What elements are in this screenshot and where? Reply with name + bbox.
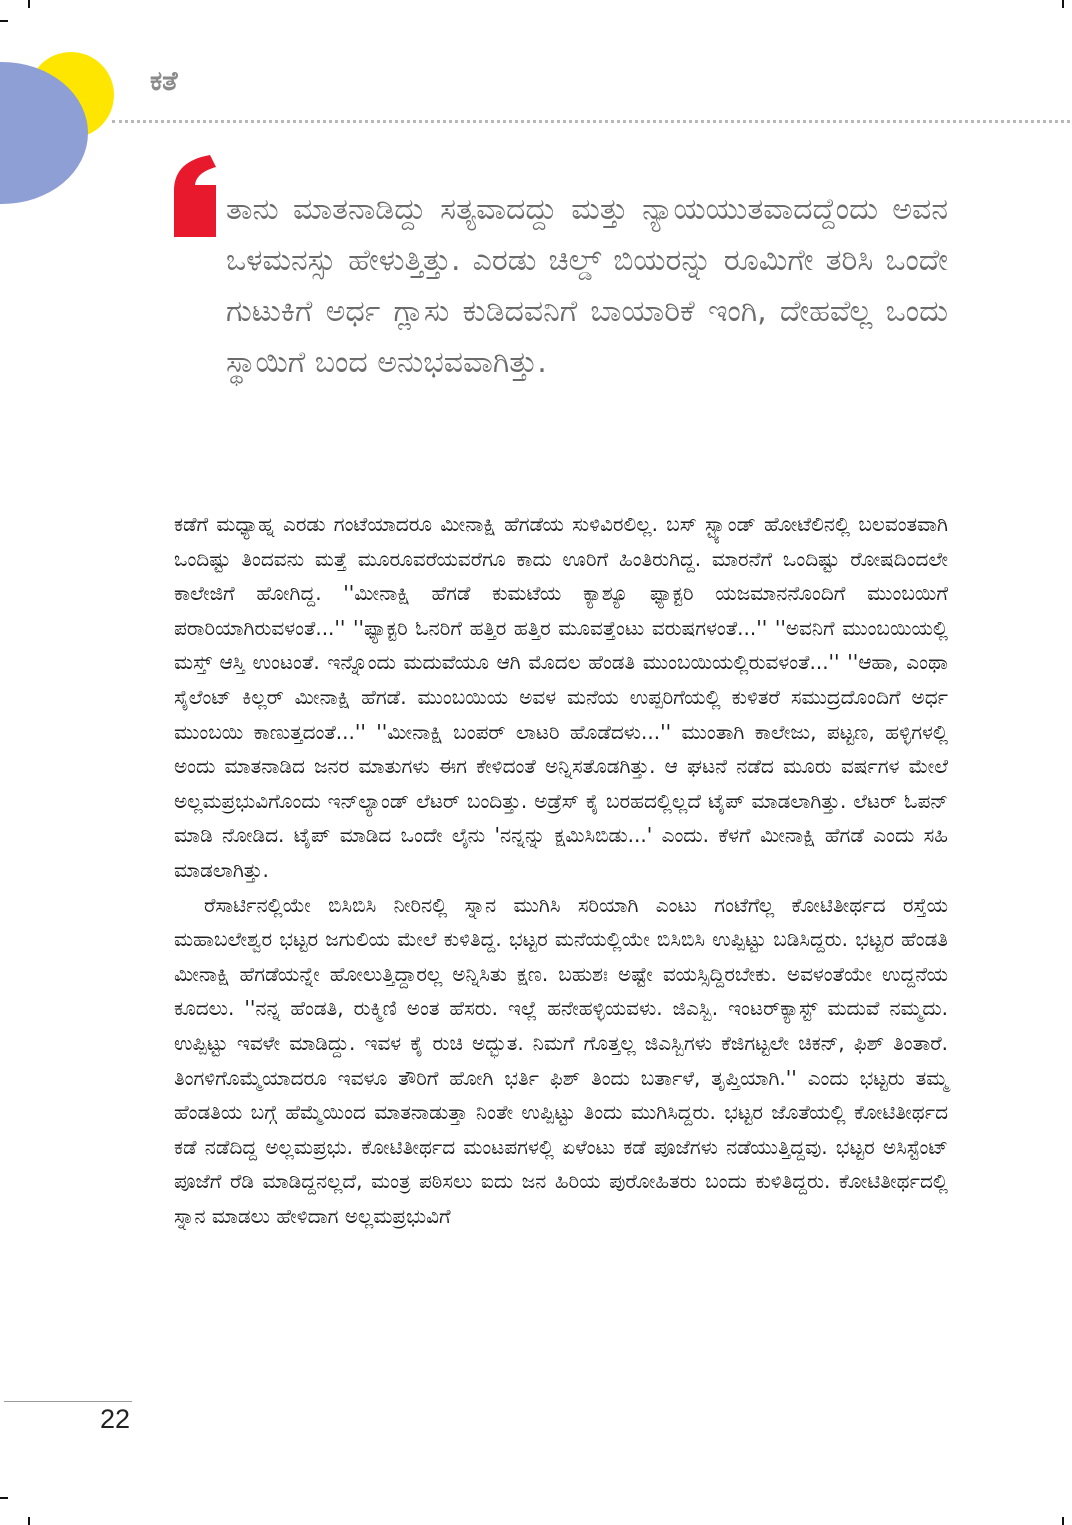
pull-quote: ತಾನು ಮಾತನಾಡಿದ್ದು ಸತ್ಯವಾದದ್ದು ಮತ್ತು ನ್ಯಾಯಯುತವಾದದ್ದೆಂದು ಅವನ ಒಳಮನಸ್ಸು ಹೇಳುತ್ತಿತ್ತು. ಎರಡು ಚಿಲ್ಡ್ ಬಿಯರನ್ನು ರೂಮಿಗೇ ತರಿಸಿ ಒಂದೇ ಗುಟುಕಿಗೆ ಅರ್ಧ ಗ್ಲಾಸು ಕುಡಿದವನಿಗೆ ಬಾಯಾರಿಕೆ ಇಂಗಿ, ದೇಹವೆಲ್ಲ ಒಂದು ಸ್ಥಾಯಿಗೆ ಬಂದ ಅನುಭವವಾಗಿತ್ತು. bbox=[226, 192, 948, 380]
story-body bbox=[174, 507, 948, 1233]
crop-mark-bottom-left bbox=[28, 1517, 30, 1525]
body-paragraph: ಕಡೆಗೆ ಮಧ್ಯಾಹ್ನ ಎರಡು ಗಂಟೆಯಾದರೂ ಮೀನಾಕ್ಷಿ ಹೆಗಡೆಯ ಸುಳಿವಿರಲಿಲ್ಲ. ಬಸ್ ಸ್ಟ್ಯಾಂಡ್ ಹೋಟೆಲಿನಲ್ಲಿ ಬಲವಂತವಾಗಿ ಒಂದಿಷ್ಟು ತಿಂದವನು ಮತ್ತೆ ಮೂರೂವರೆಯವರೆಗೂ ಕಾದು ಊರಿಗೆ ಹಿಂತಿರುಗಿದ್ದ. ಮಾರನೆಗೆ ಒಂದಿಷ್ಟು ರೋಷದಿಂದಲೇ ಕಾಲೇಜಿಗೆ ಹೋಗಿದ್ದ. ''ಮೀನಾಕ್ಷಿ ಹೆಗಡೆ ಕುಮಟೆಯ ಕ್ಯಾಶ್ಯೂ ಫ್ಯಾಕ್ಟರಿ ಯಜಮಾನನೊಂದಿಗೆ ಮುಂಬಯಿಗೆ ಪರಾರಿಯಾಗಿರುವಳಂತೆ...'' ''ಫ್ಯಾಕ್ಟರಿ ಓನರಿಗೆ ಹತ್ತಿರ ಹತ್ತಿರ ಮೂವತ್ತೆಂಟು ವರುಷಗಳಂತೆ...'' ''ಅವನಿಗೆ ಮುಂಬಯಿಯಲ್ಲಿ ಮಸ್ತ್ ಆಸ್ತಿ ಉಂಟಂತೆ. ಇನ್ನೊಂದು ಮದುವೆಯೂ ಆಗಿ ಮೊದಲ ಹೆಂಡತಿ ಮುಂಬಯಿಯಲ್ಲಿರುವಳಂತೆ...'' ''ಆಹಾ, ಎಂಥಾ ಸೈಲೆಂಟ್ ಕಿಲ್ಲರ್ ಮೀನಾಕ್ಷಿ ಹೆಗಡೆ. ಮುಂಬಯಿಯ ಅವಳ ಮನೆಯ ಉಪ್ಪರಿಗೆಯಲ್ಲಿ ಕುಳಿತರೆ ಸಮುದ್ರದೊಂದಿಗೆ ಅರ್ಧ ಮುಂಬಯಿ ಕಾಣುತ್ತದಂತೆ...'' ''ಮೀನಾಕ್ಷಿ ಬಂಪರ್ ಲಾಟರಿ ಹೊಡೆದಳು...'' ಮುಂತಾಗಿ ಕಾಲೇಜು, ಪಟ್ಟಣ, ಹಳ್ಳಿಗಳಲ್ಲಿ ಅಂದು ಮಾತನಾಡಿದ ಜನರ ಮಾತುಗಳು ಈಗ ಕೇಳಿದಂತೆ ಅನ್ನಿಸತೊಡಗಿತ್ತು. ಆ ಘಟನೆ ನಡೆದ ಮೂರು ವರ್ಷಗಳ ಮೇಲೆ ಅಲ್ಲಮಪ್ರಭುವಿಗೊಂದು ಇನ್‌ಲ್ಯಾಂಡ್ ಲೆಟರ್ ಬಂದಿತ್ತು. ಅಡ್ರೆಸ್ ಕೈ ಬರಹದಲ್ಲಿಲ್ಲದೆ ಟೈಪ್ ಮಾಡಲಾಗಿತ್ತು. ಲೆಟರ್ ಓಪನ್ ಮಾಡಿ ನೋಡಿದ. ಟೈಪ್ ಮಾಡಿದ ಒಂದೇ ಲೈನು 'ನನ್ನನ್ನು ಕ್ಷಮಿಸಿಬಿಡು...' ಎಂದು. ಕೆಳಗೆ ಮೀನಾಕ್ಷಿ ಹೆಗಡೆ ಎಂದು ಸಹಿ ಮಾಡಲಾಗಿತ್ತು. bbox=[174, 512, 948, 882]
crop-mark-top-left bbox=[28, 0, 30, 8]
opening-quote-icon bbox=[172, 155, 218, 237]
section-label: ಕತೆ bbox=[150, 66, 178, 97]
crop-mark-top-right bbox=[1062, 0, 1064, 8]
page-number: 22 bbox=[100, 1404, 131, 1434]
crop-mark-top-left-side bbox=[0, 20, 8, 22]
crop-mark-bottom-right bbox=[1062, 1517, 1064, 1525]
footer-rule bbox=[4, 1401, 132, 1402]
crop-mark-bottom-left-side bbox=[0, 1497, 8, 1499]
body-paragraph: ರೆಸಾರ್ಟಿನಲ್ಲಿಯೇ ಬಿಸಿಬಿಸಿ ನೀರಿನಲ್ಲಿ ಸ್ನಾನ ಮುಗಿಸಿ ಸರಿಯಾಗಿ ಎಂಟು ಗಂಟೆಗೆಲ್ಲ ಕೋಟಿತೀರ್ಥದ ರಸ್ತೆಯ ಮಹಾಬಲೇಶ್ವರ ಭಟ್ಟರ ಜಗುಲಿಯ ಮೇಲೆ ಕುಳಿತಿದ್ದ. ಭಟ್ಟರ ಮನೆಯಲ್ಲಿಯೇ ಬಿಸಿಬಿಸಿ ಉಪ್ಪಿಟ್ಟು ಬಡಿಸಿದ್ದರು. ಭಟ್ಟರ ಹೆಂಡತಿ ಮೀನಾಕ್ಷಿ ಹೆಗಡೆಯನ್ನೇ ಹೋಲುತ್ತಿದ್ದಾರಲ್ಲ ಅನ್ನಿಸಿತು ಕ್ಷಣ. ಬಹುಶಃ ಅಷ್ಟೇ ವಯಸ್ಸಿದ್ದಿರಬೇಕು. ಅವಳಂತೆಯೇ ಉದ್ದನೆಯ ಕೂದಲು. ''ನನ್ನ ಹೆಂಡತಿ, ರುಕ್ಮಿಣಿ ಅಂತ ಹೆಸರು. ಇಲ್ಲೆ ಹನೇಹಳ್ಳಿಯವಳು. ಜಿಎಸ್ಬಿ. ಇಂಟರ್‌ಕ್ಯಾಸ್ಟ್ ಮದುವೆ ನಮ್ಮದು. ಉಪ್ಪಿಟ್ಟು ಇವಳೇ ಮಾಡಿದ್ದು. ಇವಳ ಕೈ ರುಚಿ ಅದ್ಭುತ. ನಿಮಗೆ ಗೊತ್ತಲ್ಲ ಜಿಎಸ್ಬಿಗಳು ಕೆಜಿಗಟ್ಟಲೇ ಚಿಕನ್, ಫಿಶ್ ತಿಂತಾರೆ. ತಿಂಗಳಿಗೊಮ್ಮೆಯಾದರೂ ಇವಳೂ ತೌರಿಗೆ ಹೋಗಿ ಭರ್ತಿ ಫಿಶ್ ತಿಂದು ಬರ್ತಾಳೆ, ತೃಪ್ತಿಯಾಗಿ.'' ಎಂದು ಭಟ್ಟರು ತಮ್ಮ ಹೆಂಡತಿಯ ಬಗ್ಗೆ ಹೆಮ್ಮೆಯಿಂದ ಮಾತನಾಡುತ್ತಾ ನಿಂತೇ ಉಪ್ಪಿಟ್ಟು ತಿಂದು ಮುಗಿಸಿದ್ದರು. ಭಟ್ಟರ ಜೊತೆಯಲ್ಲಿ ಕೋಟಿತೀರ್ಥದ ಕಡೆ ನಡೆದಿದ್ದ ಅಲ್ಲಮಪ್ರಭು. ಕೋಟಿತೀರ್ಥದ ಮಂಟಪಗಳಲ್ಲಿ ಏಳೆಂಟು ಕಡೆ ಪೂಜೆಗಳು ನಡೆಯುತ್ತಿದ್ದವು. ಭಟ್ಟರ ಅಸಿಸ್ಟೆಂಟ್ ಪೂಜೆಗೆ ರೆಡಿ ಮಾಡಿದ್ದನಲ್ಲದೆ, ಮಂತ್ರ ಪಠಿಸಲು ಐದು ಜನ ಹಿರಿಯ ಪುರೋಹಿತರು ಬಂದು ಕುಳಿತಿದ್ದರು. ಕೋಟಿತೀರ್ಥದಲ್ಲಿ ಸ್ನಾನ ಮಾಡಲು ಹೇಳಿದಾಗ ಅಲ್ಲಮಪ್ರಭುವಿಗೆ bbox=[174, 892, 948, 1228]
header-dotted-rule bbox=[112, 120, 1070, 123]
